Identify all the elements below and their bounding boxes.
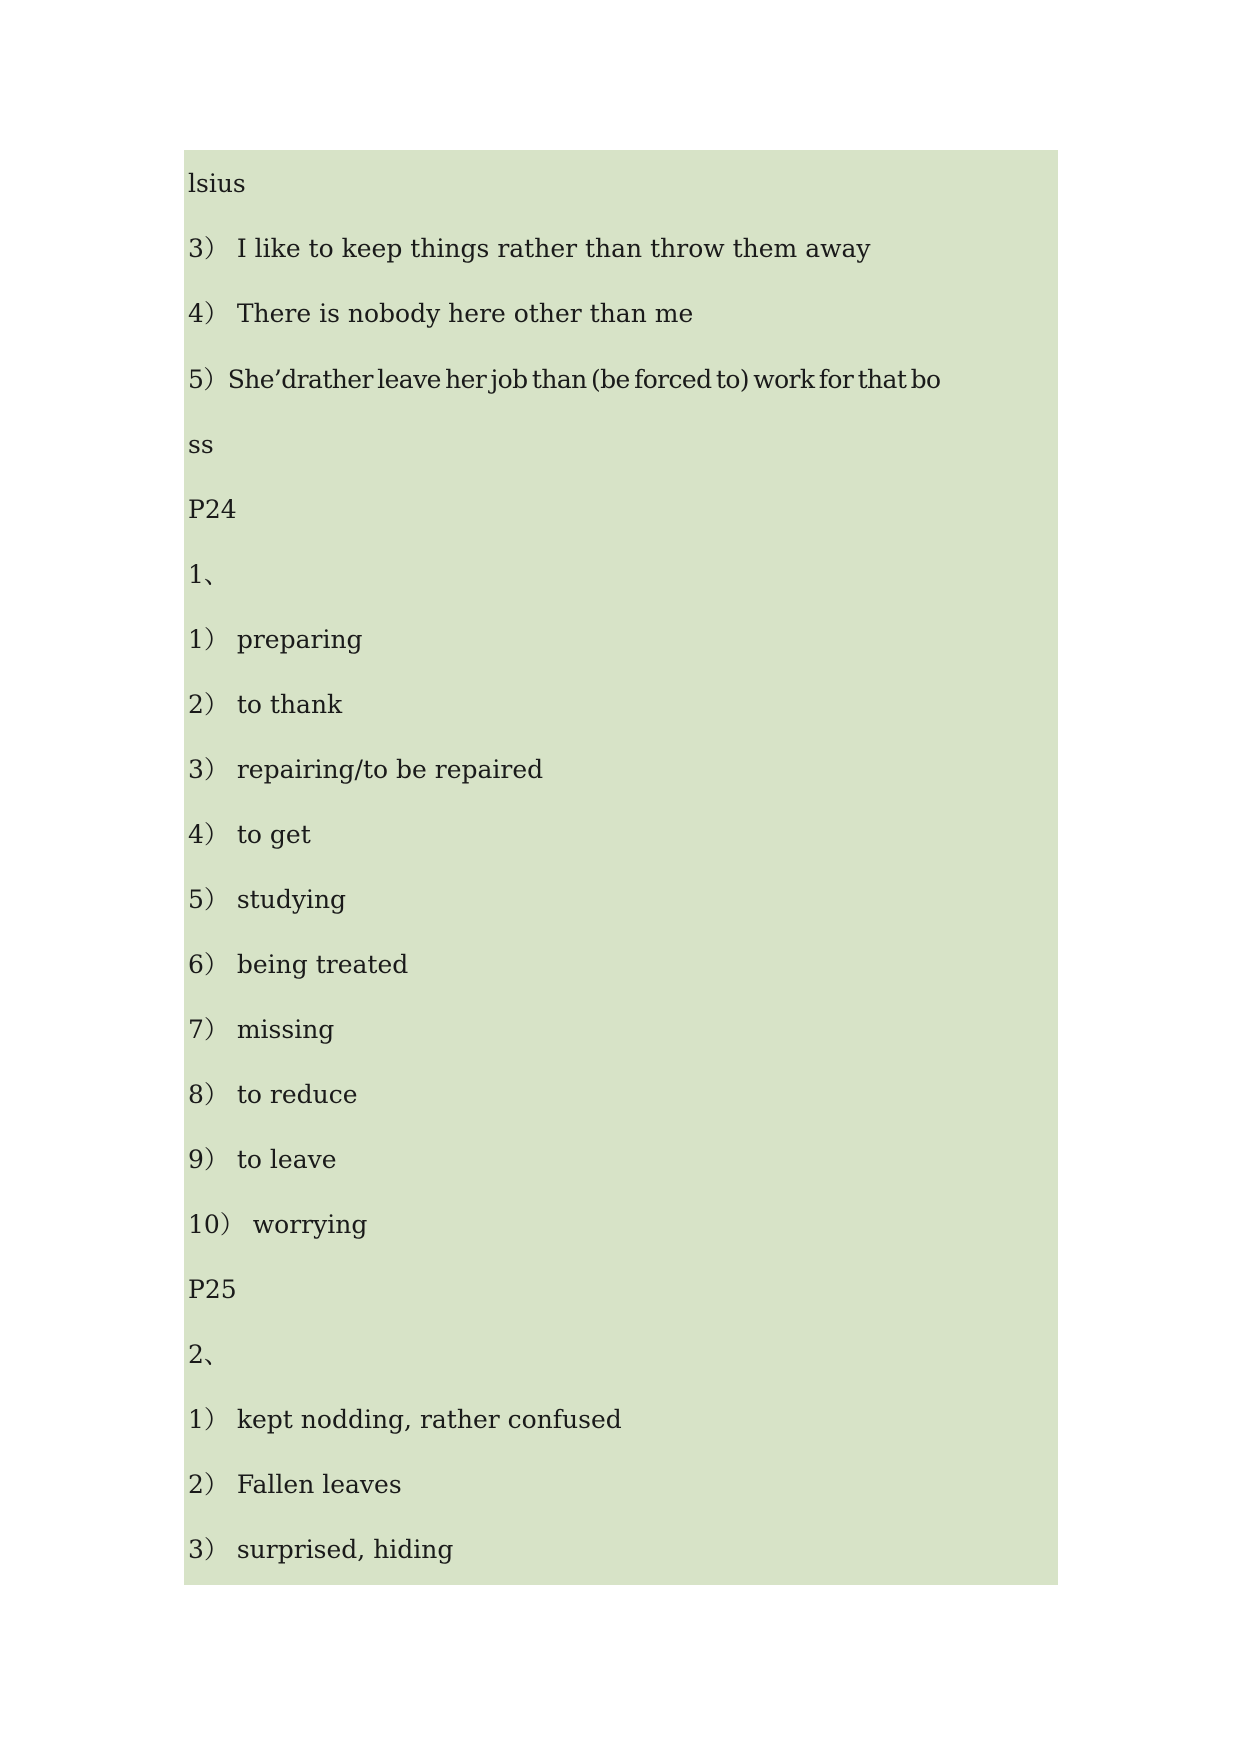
answer-item: 7） missing [188, 1015, 335, 1044]
answer-item: 2） to thank [188, 690, 343, 719]
answer-item: 1） kept nodding, rather confused [188, 1405, 622, 1434]
text-line: 4） There is nobody here other than me [188, 299, 694, 328]
answer-item: 9） to leave [188, 1145, 337, 1174]
answer-item: 2） Fallen leaves [188, 1470, 402, 1499]
answer-item: 4） to get [188, 820, 311, 849]
exercise-number: 2、 [188, 1340, 229, 1369]
answer-item: 3） surprised, hiding [188, 1535, 454, 1564]
text-line: 3） I like to keep things rather than throw them away [188, 234, 871, 263]
text-line: 5）She’drather leave her job than (be forced to) work for that bo [188, 365, 941, 394]
answer-item: 1） preparing [188, 625, 363, 654]
exercise-number: 1、 [188, 560, 229, 589]
section-heading: P25 [188, 1275, 237, 1304]
text-line: ss [188, 430, 214, 459]
answer-item: 3） repairing/to be repaired [188, 755, 544, 784]
answer-item: 5） studying [188, 885, 347, 914]
section-heading: P24 [188, 495, 237, 524]
answer-item: 6） being treated [188, 950, 409, 979]
answer-item: 10） worrying [188, 1210, 368, 1239]
text-line: lsius [188, 169, 246, 198]
answer-item: 8） to reduce [188, 1080, 358, 1109]
